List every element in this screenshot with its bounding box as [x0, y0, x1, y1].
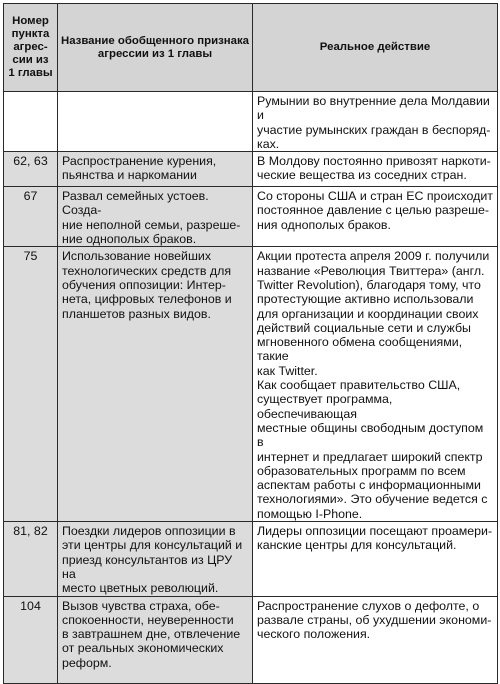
- row-feature: Распространение курения, пьянства и наркомании: [58, 152, 253, 187]
- table-row: [4, 92, 498, 152]
- table-row: [4, 187, 498, 247]
- row-action: Распространение слухов о дефолте, о развале страны, об ухудшении экономи- ческого положения.: [253, 596, 498, 683]
- row-feature: [58, 92, 253, 152]
- header-real-action: Реальное действие: [253, 4, 498, 92]
- row-action: Со стороны США и стран ЕС происходит постоянное давление с целью разреше- ния однополых браков.: [253, 187, 498, 247]
- aggression-table: [3, 3, 498, 684]
- row-number: 62, 63: [4, 152, 58, 187]
- table-row: [4, 152, 498, 187]
- row-number: [4, 92, 58, 152]
- table-header-row: [4, 4, 498, 92]
- header-feature-name: Название обобщенного признака агрессии из 1 главы: [58, 4, 253, 92]
- table-row: [4, 247, 498, 522]
- row-number: 104: [4, 596, 58, 683]
- row-action: В Молдову постоянно привозят наркоти- ческие вещества из соседних стран.: [253, 152, 498, 187]
- row-feature: Поездки лидеров оппозиции в эти центры для консультаций и приезд консультантов из ЦРУ на место цветных революций.: [58, 522, 253, 596]
- row-feature: Развал семейных устоев. Созда- ние неполной семьи, разреше- ние однополых браков.: [58, 187, 253, 247]
- row-action: Румынии во внутренние дела Молдавии и участие румынских граждан в беспоряд- ках.: [253, 92, 498, 152]
- row-number: 67: [4, 187, 58, 247]
- row-feature: Использование новейших технологических средств для обучения оппозиции: Интер- нета, цифровых телефонов и планшетов разных видов.: [58, 247, 253, 522]
- row-number: 81, 82: [4, 522, 58, 596]
- row-action: Лидеры оппозиции посещают проамери- канские центры для консультаций.: [253, 522, 498, 596]
- header-item-number: Номер пункта агрес- сии из 1 главы: [4, 4, 58, 92]
- row-feature: Вызов чувства страха, обе- спокоенности, неуверенности в завтрашнем дне, отвлечение от реальных экономических реформ.: [58, 596, 253, 683]
- table-row: [4, 522, 498, 596]
- row-action: Акции протеста апреля 2009 г. получили название «Революция Твиттера» (англ. Twitter Revolution), благодаря тому, что протестующие активно использовали для организации и координации своих действий социальные сети и службы мгновенного обмена сообщениями, такие как Twitter. Как сообщает правительство США, существует программа, обеспечивающая местные общины свободным доступом в интернет и предлагает широкий спектр образовательных программ по всем аспектам работы с информационными технологиями». Это обучение ведется с помощью I-Phone.: [253, 247, 498, 522]
- row-number: 75: [4, 247, 58, 522]
- table-row: [4, 596, 498, 683]
